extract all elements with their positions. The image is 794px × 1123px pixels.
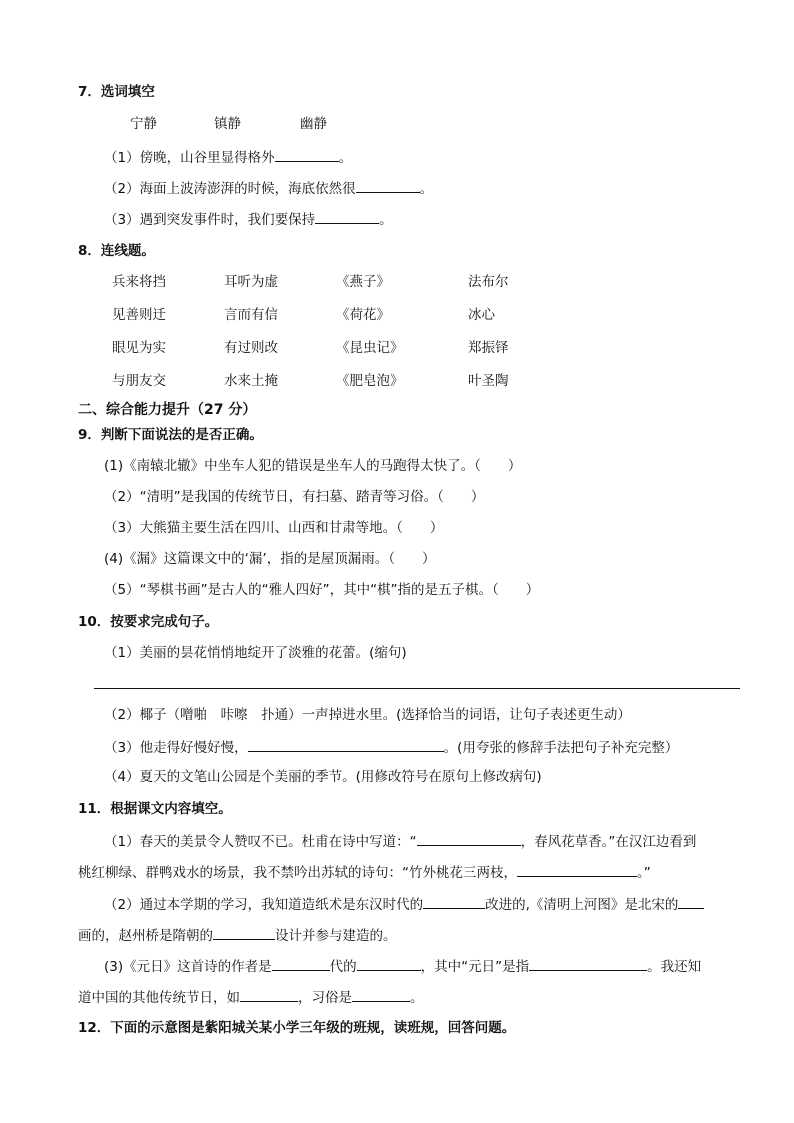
q8-title: 8．连线题。 — [78, 243, 155, 259]
q8-r1-c1[interactable]: 兵来将挡 — [112, 274, 166, 290]
q10-item-4: （4）夏天的文笔山公园是个美丽的季节。(用修改符号在原句上修改病句) — [104, 769, 542, 785]
q9-item-1: (1)《南辕北辙》中坐车人犯的错误是坐车人的马跑得太快了。（ ） — [104, 458, 522, 474]
answer-blank[interactable] — [315, 209, 379, 224]
q11-p2-line2: 画的，赵州桥是隋朝的 设计并参与建造的。 — [78, 925, 397, 945]
q9-item-2: （2）“清明”是我国的传统节日，有扫墓、踏青等习俗。（ ） — [104, 489, 485, 505]
answer-blank[interactable] — [517, 862, 637, 877]
answer-blank[interactable] — [213, 925, 275, 940]
q9-item-3: （3）大熊猫主要生活在四川、山西和甘肃等地。（ ） — [104, 520, 444, 536]
q8-r4-c4[interactable]: 叶圣陶 — [468, 373, 509, 389]
q8-r2-c2[interactable]: 言而有信 — [224, 307, 278, 323]
section-2-heading: 二、综合能力提升（27 分） — [78, 402, 257, 418]
answer-blank[interactable] — [678, 894, 704, 909]
q11-p3-line1: (3)《元日》这首诗的作者是 代的 ，其中“元日”是指 。我还知 — [104, 956, 701, 976]
q8-r3-c2[interactable]: 有过则改 — [224, 340, 278, 356]
answer-blank[interactable] — [357, 956, 421, 971]
q9-item-5: （5）“琴棋书画”是古人的“雅人四好”，其中“棋”指的是五子棋。（ ） — [104, 582, 540, 598]
q7-word-2: 镇静 — [214, 116, 241, 132]
q8-r3-c1[interactable]: 眼见为实 — [112, 340, 166, 356]
q10-item-1: （1）美丽的昙花悄悄地绽开了淡雅的花蕾。(缩句) — [104, 645, 407, 661]
q8-r2-c1[interactable]: 见善则迁 — [112, 307, 166, 323]
q8-r4-c3[interactable]: 《肥皂泡》 — [336, 373, 404, 389]
answer-blank[interactable] — [352, 987, 410, 1002]
q10-item-2: （2）椰子（噌啪 咔嚓 扑通）一声掉进水里。(选择恰当的词语，让句子表述更生动） — [104, 707, 631, 723]
q8-r3-c3[interactable]: 《昆虫记》 — [336, 340, 404, 356]
q11-p1-line2: 桃红柳绿、群鸭戏水的场景，我不禁吟出苏轼的诗句：“竹外桃花三两枝， 。” — [78, 862, 651, 882]
q12-title: 12．下面的示意图是紫阳城关某小学三年级的班规，读班规，回答问题。 — [78, 1020, 516, 1036]
q8-r3-c4[interactable]: 郑振铎 — [468, 340, 509, 356]
answer-blank[interactable] — [356, 178, 420, 193]
q9-title: 9．判断下面说法的是否正确。 — [78, 427, 263, 443]
q10-item-3: （3）他走得好慢好慢， 。(用夸张的修辞手法把句子补充完整） — [104, 737, 678, 757]
q7-title: 7．选词填空 — [78, 84, 155, 100]
q8-r2-c3[interactable]: 《荷花》 — [336, 307, 390, 323]
q7-word-3: 幽静 — [300, 116, 327, 132]
q11-p1-line1: （1）春天的美景令人赞叹不已。杜甫在诗中写道：“ ，春风花草香。”在汉江边看到 — [104, 831, 696, 851]
q11-p2-line1: （2）通过本学期的学习，我知道造纸术是东汉时代的 改进的,《清明上河图》是北宋的 — [104, 894, 704, 914]
answer-blank[interactable] — [240, 987, 298, 1002]
answer-blank[interactable] — [417, 831, 521, 846]
q8-r1-c2[interactable]: 耳听为虚 — [224, 274, 278, 290]
answer-blank[interactable] — [272, 956, 330, 971]
answer-blank[interactable] — [248, 737, 444, 752]
q10-answer-line[interactable] — [94, 688, 740, 689]
answer-blank[interactable] — [423, 894, 485, 909]
q11-title: 11．根据课文内容填空。 — [78, 801, 232, 817]
q7-item-2: （2）海面上波涛澎湃的时候，海底依然很 。 — [104, 178, 433, 198]
q7-item-1: （1）傍晚，山谷里显得格外 。 — [104, 147, 352, 167]
q10-title: 10．按要求完成句子。 — [78, 614, 219, 630]
q8-r1-c3[interactable]: 《燕子》 — [336, 274, 390, 290]
answer-blank[interactable] — [529, 956, 647, 971]
q8-r4-c2[interactable]: 水来土掩 — [224, 373, 278, 389]
q11-p3-line2: 道中国的其他传统节日，如 ，习俗是 。 — [78, 987, 424, 1007]
q7-item-3: （3）遇到突发事件时，我们要保持 。 — [104, 209, 393, 229]
q8-r2-c4[interactable]: 冰心 — [468, 307, 495, 323]
q9-item-4: (4)《漏》这篇课文中的‘漏’，指的是屋顶漏雨。（ ） — [104, 551, 436, 567]
q8-r4-c1[interactable]: 与朋友交 — [112, 373, 166, 389]
q7-word-1: 宁静 — [130, 116, 157, 132]
q8-r1-c4[interactable]: 法布尔 — [468, 274, 509, 290]
answer-blank[interactable] — [275, 147, 339, 162]
